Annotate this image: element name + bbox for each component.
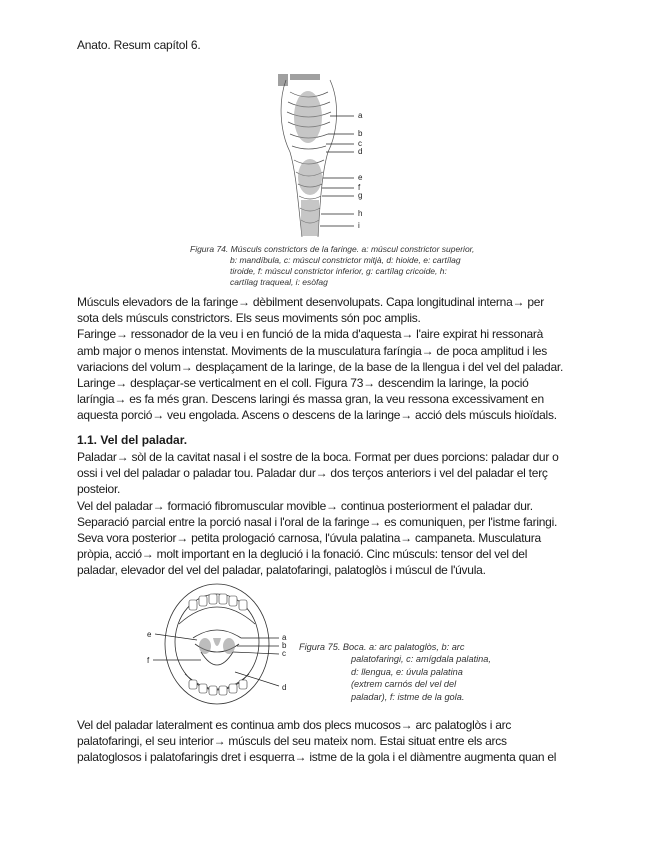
text-line: Músculs elevadors de la faringe→ dèbilment desenvolupats. Capa longitudinal interna→ per [77,295,544,309]
figure-75-label: f [147,656,150,665]
paragraph-palatal-arches [77,717,582,766]
text-line: Vel del paladar lateralment es continua amb dos plecs mucosos→ arc palatoglòs i arc [77,718,512,732]
figure-74-caption-line: cartílag traqueal, i: esòfag [230,277,328,287]
document-header: Anato. Resum capítol 6. [77,38,201,52]
paragraph-soft-palate [77,449,582,579]
text-line: Seva vora posterior→ petita prologació carnosa, l'úvula palatina→ campaneta. Musculatura [77,531,541,546]
text-line: posteior. [77,482,121,497]
figure-75-label: c [282,649,286,658]
text-line: pròpia, acció→ molt important en la deglució i la fonació. Cinc músculs: tensor del vel del [77,547,528,562]
figure-74-caption-line: Figura 74. Músculs constrictors de la faringe. a: múscul constrictor superior, [190,244,475,254]
text-line: laríngia→ es fa més gran. Descens laringi és massa gran, la veu ressona excessivament en [77,392,544,407]
figure-75-caption-line: (extrem carnós del vel del [351,679,457,690]
text-line: aquesta porció→ veu engolada. Ascens o descens de la laringe→ acció dels músculs hioïdals. [77,408,557,423]
figure-74-label: c [358,139,362,148]
figure-75-caption-line: paladar), f: istme de la gola. [351,691,465,702]
text-line: palatoglosos i palatofaringis dret i esquerra→ istme de la gola i el diàmentre augmenta quan el [77,750,557,765]
figure-75-caption [299,641,503,703]
figure-75-label: a [282,633,287,642]
figure-74-label: b [358,129,363,138]
figure-74-illustration [268,72,378,240]
figure-74-label: a [358,111,363,120]
figure-74-label: e [358,173,363,182]
figure-75-label: d [282,683,287,692]
figure-75-caption-line: palatofaringi, c: amígdala palatina, [351,654,491,665]
figure-74-caption-line: b: mandíbula, c: múscul constrictor mitjà, d: hioide, e: cartílag [230,255,461,265]
text-line: paladar, elevador del vel del paladar, palatofaringi, palatoglòs i múscul de l'úvula. [77,563,486,578]
text-line: Vel del paladar→ formació fibromuscular movible→ continua posteriorment el paladar dur. [77,498,533,513]
figure-74-label: d [358,147,363,156]
figure-74-label: f [358,183,361,192]
text-line: Separació parcial entre la porció nasal i l'oral de la faringe→ es comuniquen, per l'istme faringi. [77,514,558,529]
text-line: palatofaringi, el seu interior→ músculs del seu mateix nom. Estai situat entre els arcs [77,734,507,749]
text-line: ossi i vel del paladar o paladar tou. Paladar dur→ dos terços anteriors i vel del paladar el terç [77,466,548,481]
figure-75-illustration [145,582,295,714]
figure-74-caption [190,244,480,288]
figure-75-caption-line: Figura 75. Boca. a: arc palatoglòs, b: arc [299,642,465,652]
figure-75-caption-line: d: llengua, e: úvula palatina [351,666,463,677]
section-heading: 1.1. Vel del paladar. [77,433,188,447]
text-line: amb major o menos intenstat. Moviments de la musculatura faríngia→ de poca amplitud i les [77,343,547,358]
figure-75-label: e [147,630,152,639]
text-line: Paladar→ sòl de la cavitat nasal i el sostre de la boca. Format per dues porcions: paladar dur o [77,450,559,464]
figure-74-label: h [358,209,363,218]
paragraph-pharynx [77,294,582,424]
text-line: Laringe→ desplaçar-se verticalment en el coll. Figura 73→ descendim la laringe, la poció [77,376,529,391]
text-line: sota dels músculs constrictors. Els seus moviments són poc amplis. [77,311,421,326]
figure-74-label: g [358,191,363,200]
figure-75-label: b [282,641,287,650]
figure-74-caption-line: tiroide, f: múscul constrictor inferior, g: cartílag cricoide, h: [230,266,447,276]
text-line: Faringe→ ressonador de la veu i en funció de la mida d'aquesta→ l'aire expirat hi ressonarà [77,327,544,342]
figure-74-label: i [358,221,360,230]
text-line: variacions del volum→ desplaçament de la laringe, de la base de la llengua i del vel del paladar. [77,359,564,374]
